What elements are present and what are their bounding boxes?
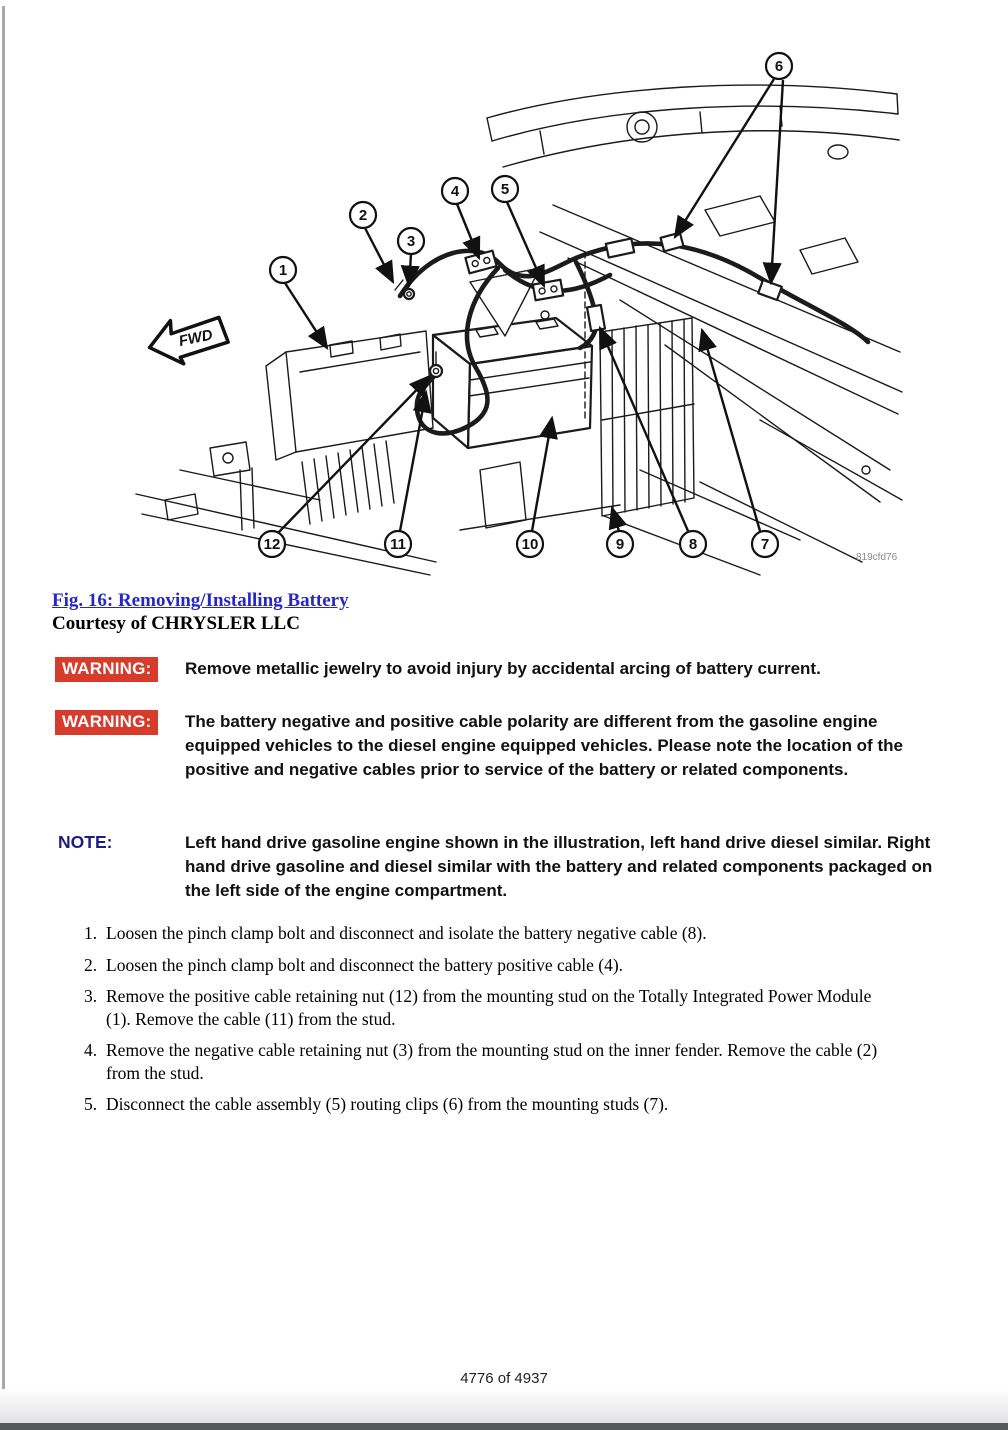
svg-text:9: 9 <box>615 536 625 553</box>
callout-12 <box>259 531 285 557</box>
svg-text:8: 8 <box>688 536 698 553</box>
callout-3 <box>398 228 424 254</box>
window-bottom-bar <box>0 1423 1008 1430</box>
callout-9 <box>607 531 633 557</box>
svg-text:5: 5 <box>500 181 510 198</box>
callout-11 <box>385 531 411 557</box>
step-number: 4. <box>84 1040 98 1060</box>
procedure-steps <box>84 922 884 1125</box>
svg-text:12: 12 <box>263 536 281 553</box>
callout-2 <box>350 202 376 228</box>
callout-10 <box>517 531 543 557</box>
callout-1 <box>270 257 296 283</box>
step-number: 1. <box>84 923 98 943</box>
warning-text: The battery negative and positive cable polarity are different from the gasoline engine equipped vehicles to the diesel engine equipped vehicles. Please note the location of the positive and negative cables prior to service of the battery or related components. <box>185 712 903 779</box>
svg-text:10: 10 <box>521 536 539 553</box>
step-text: Remove the negative cable retaining nut (3) from the mounting stud on the inner fender. Remove the cable (2) from the stud. <box>106 1040 878 1083</box>
warning-text: Remove metallic jewelry to avoid injury by accidental arcing of battery current. <box>185 659 821 678</box>
battery-removal-figure <box>0 0 1008 580</box>
step-number: 3. <box>84 986 98 1006</box>
note-text: Left hand drive gasoline engine shown in the illustration, left hand drive diesel similar. Right hand drive gasoline and diesel similar with the battery and related components packaged on the left side of the engine compartment. <box>185 833 933 900</box>
svg-text:11: 11 <box>390 536 406 553</box>
svg-text:4: 4 <box>450 183 460 200</box>
step-number: 5. <box>84 1094 98 1114</box>
warning-block-1 <box>55 657 965 682</box>
step-3 <box>84 985 884 1030</box>
figure-courtesy: Courtesy of CHRYSLER LLC <box>52 613 300 634</box>
page-indicator: 4776 of 4937 <box>460 1370 548 1387</box>
svg-text:7: 7 <box>760 536 770 553</box>
figure-code-label: 819cfd76 <box>856 552 898 563</box>
step-text: Remove the positive cable retaining nut (12) from the mounting stud on the Totally Integrated Power Module (1). Remove the cable (11) from the stud. <box>106 986 872 1029</box>
callout-5 <box>492 176 518 202</box>
callout-6 <box>766 53 792 79</box>
note-block <box>55 831 965 903</box>
svg-text:1: 1 <box>278 262 288 279</box>
step-5 <box>84 1093 884 1116</box>
step-2 <box>84 954 884 977</box>
step-4 <box>84 1039 884 1084</box>
svg-text:3: 3 <box>406 233 416 250</box>
step-text: Loosen the pinch clamp bolt and disconnect the battery positive cable (4). <box>106 954 624 975</box>
step-text: Loosen the pinch clamp bolt and disconnect and isolate the battery negative cable (8). <box>106 923 707 943</box>
figure-title-link[interactable]: Fig. 16: Removing/Installing Battery <box>52 590 349 611</box>
warning-block-2 <box>55 710 965 782</box>
engine-compartment-diagram <box>0 0 1008 580</box>
fwd-direction-arrow <box>145 310 231 370</box>
step-1 <box>84 922 884 945</box>
warning-badge: WARNING: <box>55 710 158 735</box>
warning-badge: WARNING: <box>55 657 158 682</box>
step-text: Disconnect the cable assembly (5) routing clips (6) from the mounting studs (7). <box>106 1094 669 1114</box>
figure-caption <box>52 590 349 635</box>
svg-text:6: 6 <box>774 58 784 75</box>
page-bottom-shade <box>0 1389 1008 1423</box>
step-number: 2. <box>84 954 98 975</box>
engine-line-art <box>136 85 902 575</box>
callout-4 <box>442 178 468 204</box>
fwd-label: FWD <box>177 326 215 351</box>
svg-text:2: 2 <box>358 207 368 224</box>
note-badge: NOTE: <box>58 832 113 852</box>
callout-7 <box>752 531 778 557</box>
callout-8 <box>680 531 706 557</box>
